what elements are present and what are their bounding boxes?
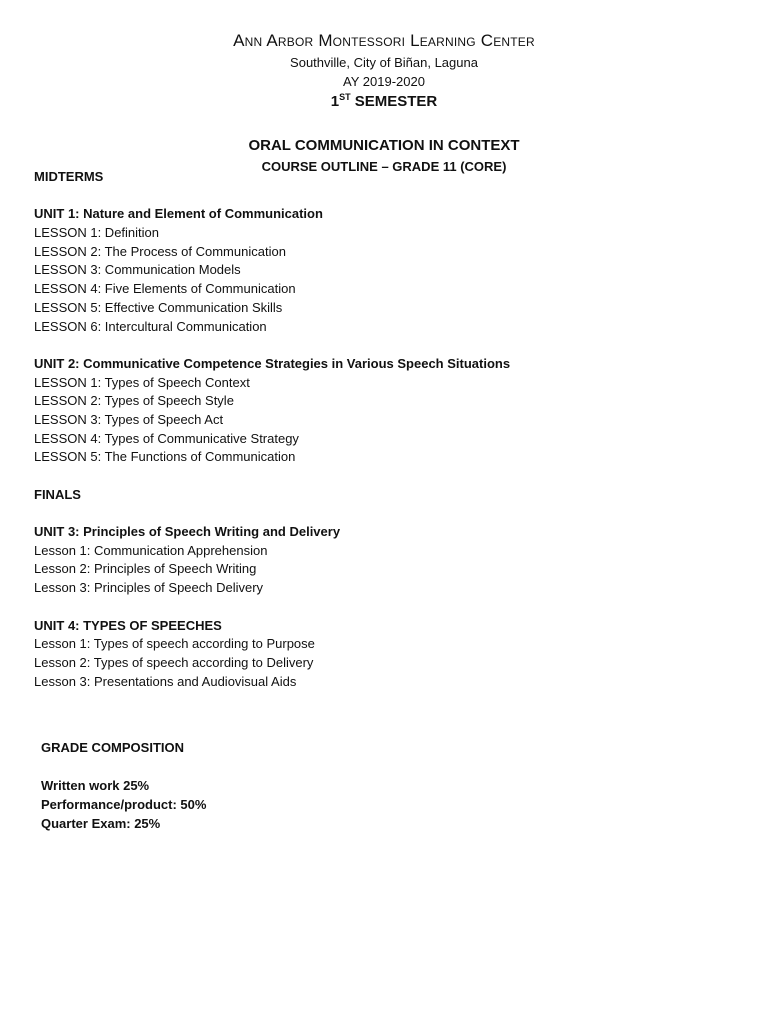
lesson-item: LESSON 4: Types of Communicative Strategy [34,430,299,446]
lesson-item: Lesson 2: Types of speech according to Delivery [34,654,314,670]
lesson-item: LESSON 2: The Process of Communication [34,243,286,259]
grade-item: Written work 25% [41,777,150,793]
lesson-item: LESSON 6: Intercultural Communication [34,318,267,334]
lesson-item: Lesson 1: Types of speech according to Purpose [34,636,315,652]
midterms-heading: MIDTERMS [34,169,104,184]
lesson-item: Lesson 1: Communication Apprehension [34,542,268,558]
finals-heading: FINALS [34,486,81,502]
lesson-item: LESSON 5: The Functions of Communication [34,449,296,465]
unit-2-title: UNIT 2: Communicative Competence Strategies in Various Speech Situations [34,355,511,371]
outline-body [34,168,734,691]
unit-4-title: UNIT 4: TYPES OF SPEECHES [34,617,222,633]
lesson-item: Lesson 3: Principles of Speech Delivery [34,580,264,596]
lesson-item: Lesson 3: Presentations and Audiovisual Aids [34,673,297,689]
lesson-item: Lesson 2: Principles of Speech Writing [34,561,257,577]
lesson-item: LESSON 1: Types of Speech Context [34,374,250,390]
grade-item: Performance/product: 50% [41,796,207,812]
lesson-item: LESSON 3: Types of Speech Act [34,411,224,427]
grade-item: Quarter Exam: 25% [41,815,161,831]
grade-composition [41,738,441,833]
unit-1-title: UNIT 1: Nature and Element of Communication [34,206,323,222]
school-address: Southville, City of Biñan, Laguna [290,55,478,70]
lesson-item: LESSON 3: Communication Models [34,262,241,278]
lesson-item: LESSON 1: Definition [34,225,160,241]
academic-year: AY 2019-2020 [343,74,425,89]
lesson-item: LESSON 4: Five Elements of Communication [34,281,296,297]
course-outline-subtitle: COURSE OUTLINE – GRADE 11 (CORE) [261,159,507,174]
semester-ordinal: ST [339,92,351,102]
semester-word: SEMESTER [350,93,438,110]
lesson-item: LESSON 2: Types of Speech Style [34,393,234,409]
unit-3-title: UNIT 3: Principles of Speech Writing and Delivery [34,524,341,540]
lesson-item: LESSON 5: Effective Communication Skills [34,299,283,315]
semester-heading [0,93,768,110]
subject-title: ORAL COMMUNICATION IN CONTEXT [248,137,520,154]
school-name: Ann Arbor Montessori Learning Center [233,31,535,50]
semester-number: 1 [330,93,340,110]
grade-composition-heading: GRADE COMPOSITION [41,740,185,755]
